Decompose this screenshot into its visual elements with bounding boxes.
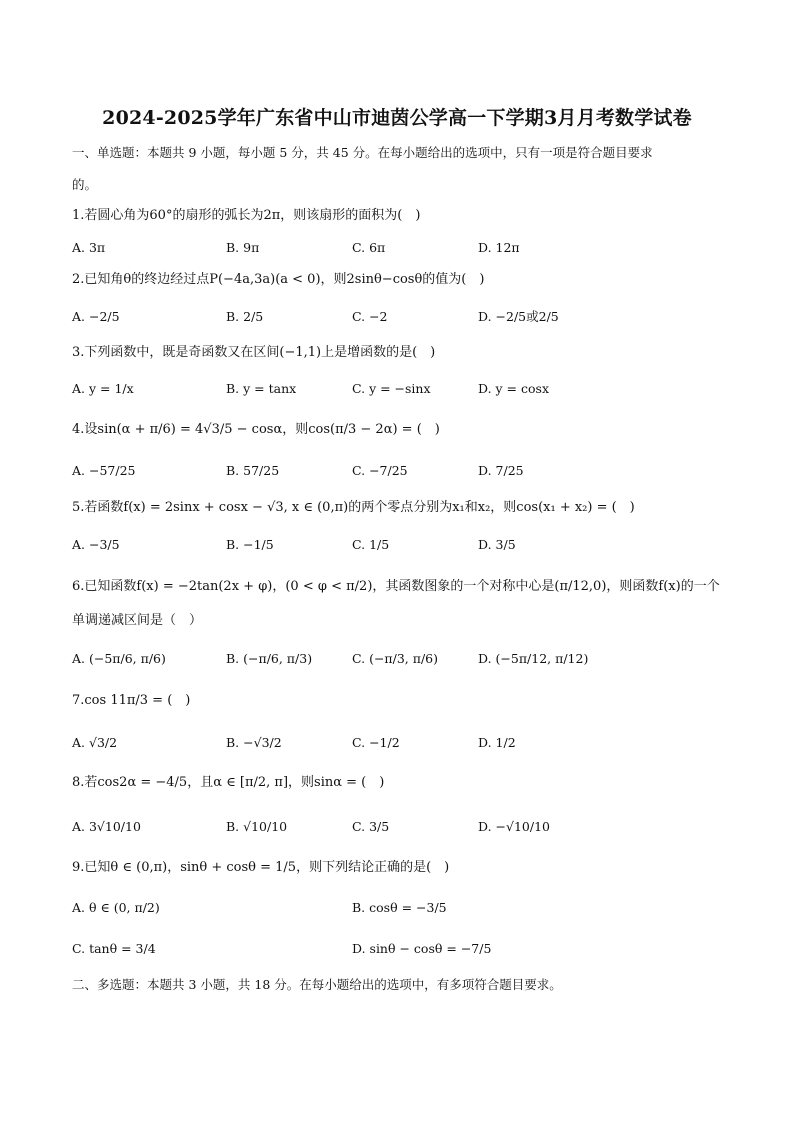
section1-heading: 一、单选题：本题共 9 小题，每小题 5 分，共 45 分。在每小题给出的选项中，只有一项是符合题目要求 <box>72 145 653 160</box>
question-5-option-d: D. 3/5 <box>478 537 516 552</box>
question-6-option-a: A. (−5π/6, π/6) <box>72 651 166 666</box>
question-1-option-a: A. 3π <box>72 240 106 255</box>
question-7-option-a: A. √3/2 <box>72 735 118 750</box>
exam-title: 2024-2025学年广东省中山市迪茵公学高一下学期3月月考数学试卷 <box>102 107 692 129</box>
question-1-option-c: C. 6π <box>352 240 386 255</box>
question-7-stem: 7.cos 11π/3 = ( ) <box>72 693 191 708</box>
question-6-stem-cont: 单调递减区间是（ ） <box>72 613 203 628</box>
question-8-option-d: D. −√10/10 <box>478 819 550 834</box>
question-6-option-b: B. (−π/6, π/3) <box>226 651 313 666</box>
question-5-option-c: C. 1/5 <box>352 537 390 552</box>
question-9-option-c: C. tanθ = 3/4 <box>72 941 156 956</box>
question-9-option-a: A. θ ∈ (0, π/2) <box>72 900 160 915</box>
question-5-option-b: B. −1/5 <box>226 537 274 552</box>
question-7-option-b: B. −√3/2 <box>226 735 282 750</box>
question-2-option-d: D. −2/5或2/5 <box>478 309 559 324</box>
question-8-option-b: B. √10/10 <box>226 819 288 834</box>
question-7-option-c: C. −1/2 <box>352 735 400 750</box>
question-4-option-d: D. 7/25 <box>478 463 524 478</box>
question-9-stem: 9.已知θ ∈ (0,π)，sinθ + cosθ = 1/5，则下列结论正确的是( ) <box>72 860 450 875</box>
question-9-option-d: D. sinθ − cosθ = −7/5 <box>352 941 492 956</box>
question-6-option-c: C. (−π/3, π/6) <box>352 651 438 666</box>
section1-heading-cont: 的。 <box>72 177 98 192</box>
question-2-option-b: B. 2/5 <box>226 309 264 324</box>
question-4-option-c: C. −7/25 <box>352 463 408 478</box>
question-4-option-b: B. 57/25 <box>226 463 280 478</box>
question-4-stem: 4.设sin(α + π/6) = 4√3/5 − cosα，则cos(π/3 − 2α) = ( ) <box>72 422 440 437</box>
question-3-stem: 3.下列函数中，既是奇函数又在区间(−1,1)上是增函数的是( ) <box>72 345 436 360</box>
question-8-stem: 8.若cos2α = −4/5，且α ∈ [π/2, π]，则sinα = ( ) <box>72 775 385 790</box>
question-5-stem: 5.若函数f(x) = 2sinx + cosx − √3, x ∈ (0,π)的两个零点分别为x₁和x₂，则cos(x₁ + x₂) = ( ) <box>72 500 635 515</box>
question-3-option-b: B. y = tanx <box>226 381 297 396</box>
question-9-option-b: B. cosθ = −3/5 <box>352 900 447 915</box>
section2-heading: 二、多选题：本题共 3 小题，共 18 分。在每小题给出的选项中，有多项符合题目要求。 <box>72 977 562 992</box>
question-5-option-a: A. −3/5 <box>72 537 120 552</box>
question-8-option-c: C. 3/5 <box>352 819 390 834</box>
question-2-stem: 2.已知角θ的终边经过点P(−4a,3a)(a < 0)，则2sinθ−cosθ的值为( ) <box>72 272 485 287</box>
question-4-option-a: A. −57/25 <box>72 463 136 478</box>
question-1-stem: 1.若圆心角为60°的扇形的弧长为2π，则该扇形的面积为( ) <box>72 208 421 223</box>
question-1-option-b: B. 9π <box>226 240 260 255</box>
question-1-option-d: D. 12π <box>478 240 520 255</box>
question-6-option-d: D. (−5π/12, π/12) <box>478 651 589 666</box>
question-8-option-a: A. 3√10/10 <box>72 819 141 834</box>
question-7-option-d: D. 1/2 <box>478 735 516 750</box>
question-6-stem: 6.已知函数f(x) = −2tan(2x + φ)，(0 < φ < π/2)，其函数图象的一个对称中心是(π/12,0)，则函数f(x)的一个 <box>72 579 720 594</box>
question-3-option-d: D. y = cosx <box>478 381 549 396</box>
question-3-option-a: A. y = 1/x <box>72 381 134 396</box>
question-3-option-c: C. y = −sinx <box>352 381 431 396</box>
question-2-option-c: C. −2 <box>352 309 388 324</box>
question-2-option-a: A. −2/5 <box>72 309 120 324</box>
